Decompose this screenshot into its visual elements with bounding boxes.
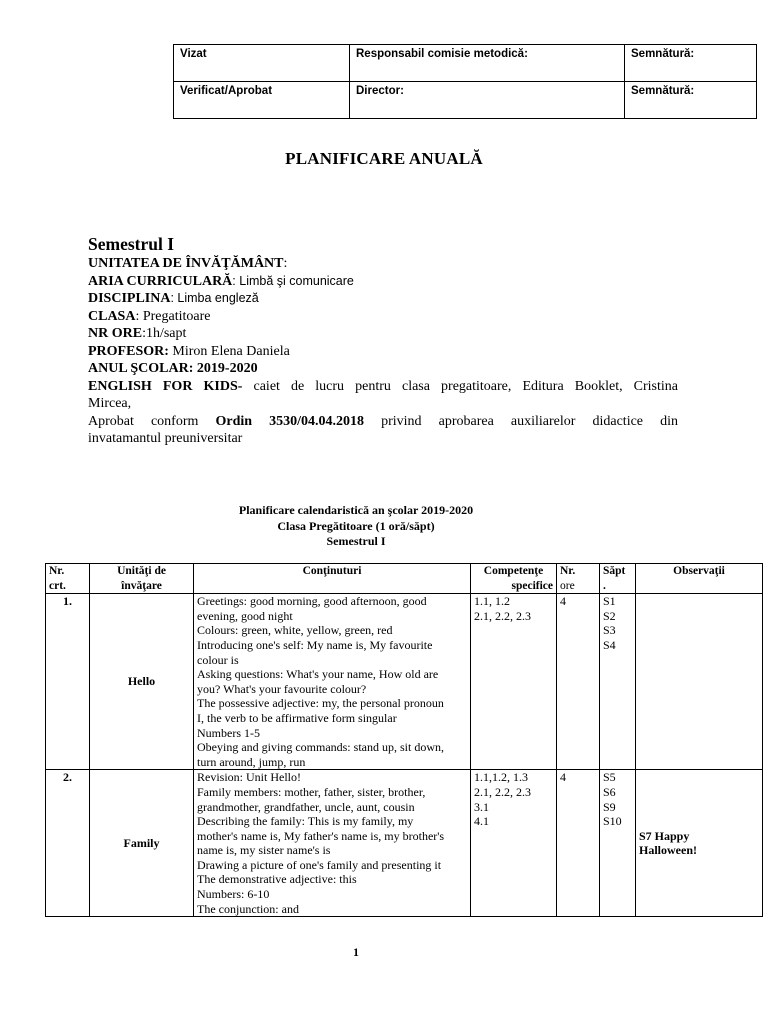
content-line: The demonstrative adjective: this bbox=[197, 872, 357, 887]
competence-line: 2.1, 2.2, 2.3 bbox=[474, 608, 531, 623]
header-text: Unităţi de bbox=[117, 565, 166, 577]
competence-line: 4.1 bbox=[474, 814, 489, 829]
header-text: ore bbox=[560, 579, 575, 592]
content-line: Revision: Unit Hello! bbox=[197, 770, 301, 785]
weeks-cell bbox=[600, 594, 636, 770]
info-value: : bbox=[283, 256, 288, 271]
info-value: :1h/sapt bbox=[142, 326, 187, 341]
header-week bbox=[600, 564, 636, 594]
note-line: Halloween! bbox=[639, 843, 697, 858]
info-value: : Limbă şi comunicare bbox=[232, 273, 354, 288]
header-text: Săpt bbox=[603, 565, 626, 577]
competences-cell bbox=[471, 770, 557, 917]
note-line: S7 Happy bbox=[639, 828, 690, 843]
competence-line: 2.1, 2.2, 2.3 bbox=[474, 784, 531, 799]
header-competences bbox=[471, 564, 557, 594]
learning-unit: Hello bbox=[90, 594, 194, 770]
notes-cell bbox=[636, 770, 763, 917]
week-line: S6 bbox=[603, 784, 616, 799]
content-line: Colours: green, white, yellow, green, red bbox=[197, 623, 393, 638]
content-line: Greetings: good morning, good afternoon, good bbox=[197, 594, 427, 609]
learning-unit: Family bbox=[90, 770, 194, 917]
competence-line: 3.1 bbox=[474, 799, 489, 814]
content-line: evening, good night bbox=[197, 608, 293, 623]
week-line: S9 bbox=[603, 799, 616, 814]
content-line: grandmother, grandfather, uncle, aunt, cousin bbox=[197, 799, 415, 814]
content-line: Obeying and giving commands: stand up, sit down, bbox=[197, 740, 444, 755]
header-nr bbox=[46, 564, 90, 594]
approval-label: Vizat bbox=[174, 45, 350, 82]
approval-order: Ordin 3530/04.04.2018 bbox=[215, 413, 365, 429]
contents-cell bbox=[194, 770, 471, 917]
competence-line: 1.1,1.2, 1.3 bbox=[474, 770, 528, 785]
header-units bbox=[90, 564, 194, 594]
info-approval-end: invatamantul preuniversitar bbox=[88, 431, 243, 446]
info-label: PROFESOR: bbox=[88, 343, 169, 359]
page-number: 1 bbox=[353, 945, 359, 959]
content-line: colour is bbox=[197, 652, 239, 667]
week-line: S4 bbox=[603, 637, 616, 652]
week-line: S5 bbox=[603, 770, 616, 785]
info-value: : Limba engleză bbox=[170, 291, 259, 305]
info-book bbox=[88, 378, 678, 396]
approval-signature: Semnătură: bbox=[625, 82, 757, 119]
header-text: Nr. bbox=[560, 565, 576, 577]
header-text: specifice bbox=[511, 579, 553, 592]
content-line: you? What's your favourite colour? bbox=[197, 681, 367, 696]
info-book-author: Mircea, bbox=[88, 396, 132, 411]
info-unit bbox=[88, 255, 678, 273]
info-label: DISCIPLINA bbox=[88, 291, 171, 306]
table-row bbox=[46, 594, 763, 770]
approval-prefix: Aprobat conform bbox=[88, 413, 216, 429]
header-text: . bbox=[603, 579, 606, 592]
header-hours bbox=[557, 564, 600, 594]
week-line: S10 bbox=[603, 814, 622, 829]
table-row bbox=[46, 770, 763, 917]
content-line: Family members: mother, father, sister, brother, bbox=[197, 784, 426, 799]
notes-cell bbox=[636, 594, 763, 770]
caption-line: Clasa Pregătitoare (1 oră/săpt) bbox=[277, 518, 435, 533]
document-title: PLANIFICARE ANUALĂ bbox=[285, 149, 483, 168]
semester-heading: Semestrul I bbox=[88, 234, 175, 254]
course-info bbox=[88, 233, 678, 448]
header-contents: Conţinuturi bbox=[194, 564, 471, 594]
content-line: I, the verb to be affirmative form singular bbox=[197, 710, 397, 725]
info-class bbox=[88, 308, 678, 326]
info-label: CLASA bbox=[88, 308, 136, 324]
header-text: crt. bbox=[49, 579, 66, 592]
approval-suffix: privind aprobarea auxiliarelor didactice din bbox=[364, 413, 678, 429]
content-line: Introducing one's self: My name is, My favourite bbox=[197, 637, 433, 652]
approval-row-vizat bbox=[174, 45, 757, 82]
header-text: Nr. bbox=[49, 565, 65, 577]
row-number: 2. bbox=[46, 770, 90, 917]
contents-cell bbox=[194, 594, 471, 770]
content-line: Numbers 1-5 bbox=[197, 725, 260, 740]
info-label: ARIA CURRICULARĂ bbox=[88, 273, 233, 289]
caption-line: Semestrul I bbox=[326, 534, 386, 548]
table-header-row bbox=[46, 564, 763, 594]
content-line: Asking questions: What's your name, How old are bbox=[197, 667, 439, 682]
content-line: Numbers: 6-10 bbox=[197, 887, 270, 902]
info-label: NR ORE bbox=[88, 326, 143, 341]
week-line: S1 bbox=[603, 594, 616, 609]
info-label: UNITATEA DE ÎNVĂŢĂMÂNT bbox=[88, 256, 284, 271]
header-text: învăţare bbox=[121, 579, 162, 592]
content-line: name is, my sister name's is bbox=[197, 843, 331, 858]
info-hours bbox=[88, 325, 678, 343]
plan-caption bbox=[0, 503, 712, 550]
caption-line: Planificare calendaristică an şcolar 2019-2020 bbox=[238, 503, 474, 517]
hours-cell: 4 bbox=[557, 594, 600, 770]
content-line: The conjunction: and bbox=[197, 901, 299, 916]
info-school-year bbox=[88, 360, 678, 378]
info-label: ANUL ŞCOLAR: 2019-2020 bbox=[88, 361, 258, 376]
approval-role: Responsabil comisie metodică: bbox=[350, 45, 625, 82]
info-value: : Pregatitoare bbox=[135, 308, 211, 324]
approval-table bbox=[173, 44, 757, 119]
info-value: Miron Elena Daniela bbox=[168, 343, 290, 359]
approval-label: Verificat/Aprobat bbox=[174, 82, 350, 119]
approval-role: Director: bbox=[350, 82, 625, 119]
hours-cell: 4 bbox=[557, 770, 600, 917]
header-notes: Observaţii bbox=[636, 564, 763, 594]
approval-signature: Semnătură: bbox=[625, 45, 757, 82]
week-line: S3 bbox=[603, 623, 616, 638]
content-line: Describing the family: This is my family, my bbox=[197, 814, 414, 829]
info-teacher bbox=[88, 343, 678, 361]
approval-row-verificat bbox=[174, 82, 757, 119]
competence-line: 1.1, 1.2 bbox=[474, 594, 510, 609]
content-line: Drawing a picture of one's family and presenting it bbox=[197, 857, 442, 872]
row-number: 1. bbox=[46, 594, 90, 770]
header-text: Competenţe bbox=[483, 565, 544, 577]
book-description: caiet de lucru pentru clasa pregatitoare, Editura Booklet, Cristina bbox=[242, 378, 679, 394]
book-title: ENGLISH FOR KIDS- bbox=[88, 378, 243, 394]
info-discipline bbox=[88, 290, 678, 308]
info-approval bbox=[88, 413, 678, 431]
competences-cell bbox=[471, 594, 557, 770]
weeks-cell bbox=[600, 770, 636, 917]
info-area bbox=[88, 273, 678, 291]
content-line: The possessive adjective: my, the personal pronoun bbox=[197, 696, 444, 711]
week-line: S2 bbox=[603, 608, 616, 623]
planning-table bbox=[45, 563, 763, 917]
content-line: mother's name is, My father's name is, my brother's bbox=[197, 828, 445, 843]
content-line: turn around, jump, run bbox=[197, 754, 306, 769]
